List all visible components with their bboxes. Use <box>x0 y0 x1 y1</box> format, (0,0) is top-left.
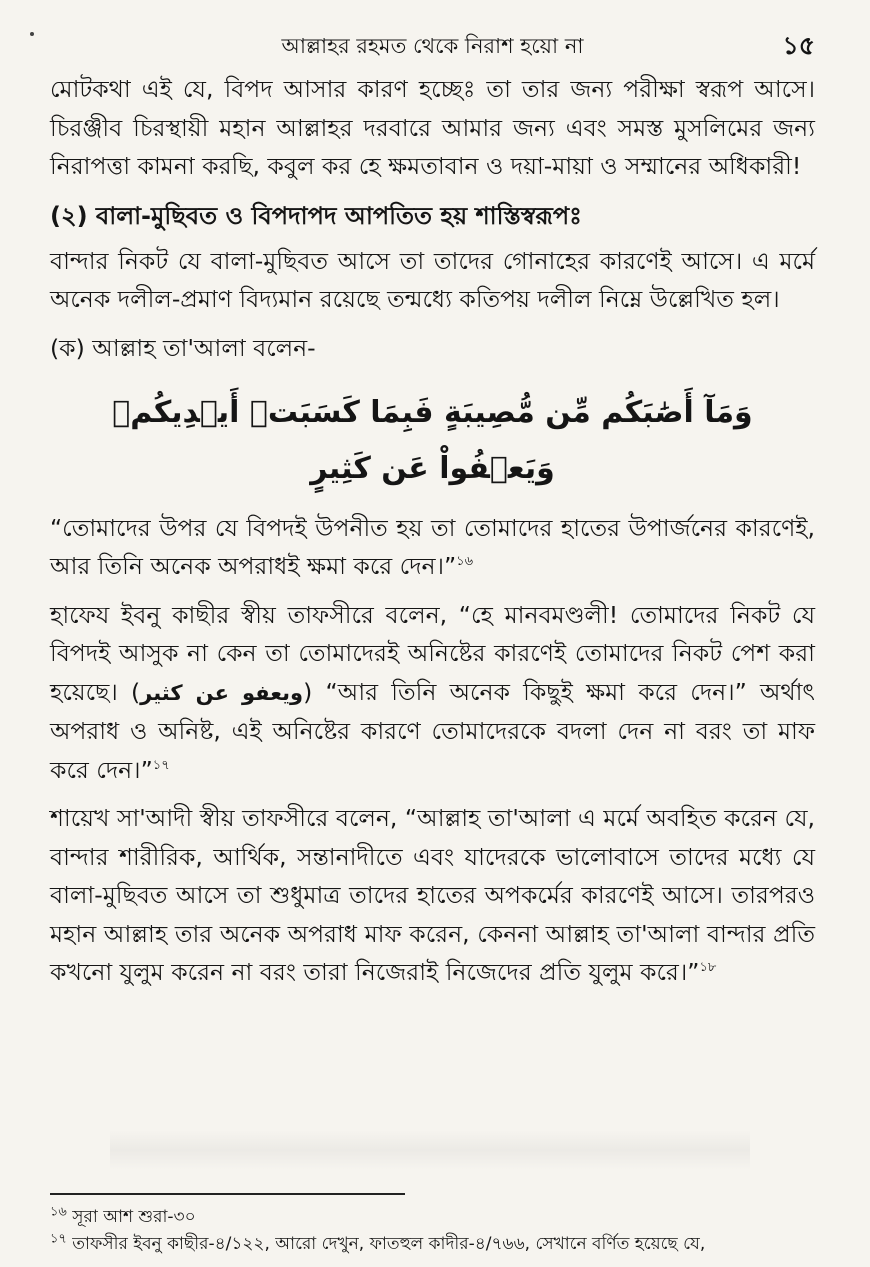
arabic-quran-verse: وَمَآ أَصَٰبَكُم مِّن مُّصِيبَةٍ فَبِمَا كَسَبَتۡ أَيۡدِيكُمۡ وَيَعۡفُواْ عَن كَثِيرٍ <box>112 394 753 486</box>
scan-speck <box>30 32 34 36</box>
paragraph-sadi <box>50 799 815 992</box>
footnote-divider <box>50 1193 405 1195</box>
page-number: ১৫ <box>782 31 815 60</box>
footnote-mark: ১৭ <box>50 1231 67 1247</box>
page-body <box>50 70 815 1002</box>
footnote-mark: ১৬ <box>50 1204 67 1220</box>
footnote-16 <box>50 1204 815 1231</box>
footnote-ref-18: ১৮ <box>699 960 717 976</box>
footnote-ref-17: ১৭ <box>152 757 170 773</box>
footnote-17 <box>50 1231 815 1258</box>
page-header <box>50 24 815 64</box>
verse-translation-text: “তোমাদের উপর যে বিপদই উপনীত হয় তা তোমাদের হাতের উপার্জনের কারণেই, আর তিনি অনেক অপরাধই ক্ষমা করে দেন।” <box>50 513 815 580</box>
ibn-kathir-text-2: ) “আর তিনি অনেক কিছুই ক্ষমা করে দেন।” অর্থাৎ অপরাধ ও অনিষ্ট, এই অনিষ্টের কারণে তোমাদেরকে বদলা দেন না বরং তা মাফ করে দেন।” <box>50 677 815 784</box>
footnote-text: সূরা আশ শুরা-৩০ <box>72 1207 196 1227</box>
paragraph-ibn-kathir <box>50 596 815 790</box>
subheading-ka: (ক) আল্লাহ তা'আলা বলেন- <box>50 333 316 362</box>
paragraph-verse-translation <box>50 509 815 586</box>
footnotes <box>50 1204 815 1258</box>
section-heading-2: (২) বালা-মুছিবত ও বিপদাপদ আপতিত হয় শাস্তিস্বরূপঃ <box>50 201 582 230</box>
footnote-text: তাফসীর ইবনু কাছীর-৪/১২২, আরো দেখুন, ফাতহুল কাদীর-৪/৭৬৬, সেখানে বর্ণিত হয়েছে যে, <box>72 1234 706 1254</box>
ibn-kathir-text-1: হাফেয ইবনু কাছীর স্বীয় তাফসীরে বলেন, “হে মানবমণ্ডলী! তোমাদের নিকট যে বিপদই আসুক না কেন তা তোমাদেরই অনিষ্টের কারণেই তোমাদের নিকট পেশ করা হয়েছে। ( <box>50 600 815 706</box>
paragraph-intro-evidence: বান্দার নিকট যে বালা-মুছিবত আসে তা তাদের গোনাহের কারণেই আসে। এ মর্মে অনেক দলীল-প্রমাণ বিদ্যমান রয়েছে তন্মধ্যে কতিপয় দলীল নিম্নে উল্লেখিত হল। <box>50 246 815 313</box>
bleed-through-shadow <box>110 1130 750 1170</box>
sadi-text: শায়েখ সা'আদী স্বীয় তাফসীরে বলেন, “আল্লাহ তা'আলা এ মর্মে অবহিত করেন যে, বান্দার শারীরিক, আর্থিক, সন্তানাদীতে এবং যাদেরকে ভালোবাসে তাদের মধ্যে যে বালা-মুছিবত আসে তা শুধুমাত্র তাদের হাতের অপকর্মের কারণেই আসে। তারপরও মহান আল্লাহ তার অনেক অপরাধ মাফ করেন, কেননা আল্লাহ তা'আলা বান্দার প্রতি কখনো যুলুম করেন না বরং তারা নিজেরাই নিজেদের প্রতি যুলুম করে।” <box>50 804 815 986</box>
running-title: আল্লাহর রহমত থেকে নিরাশ হয়ো না <box>281 34 584 58</box>
paragraph-conclusion: মোটকথা এই যে, বিপদ আসার কারণ হচ্ছেঃ তা তার জন্য পরীক্ষা স্বরূপ আসে। চিরঞ্জীব চিরস্থায়ী মহান আল্লাহর দরবারে আমার জন্য এবং সমস্ত মুসলিমের জন্য নিরাপত্তা কামনা করছি, কবুল কর হে ক্ষমতাবান ও দয়া-মায়া ও সম্মানের অধিকারী! <box>50 75 815 180</box>
inline-arabic-phrase: ويعفو عن كثير <box>140 680 304 705</box>
footnote-ref-16: ১৬ <box>456 554 474 570</box>
